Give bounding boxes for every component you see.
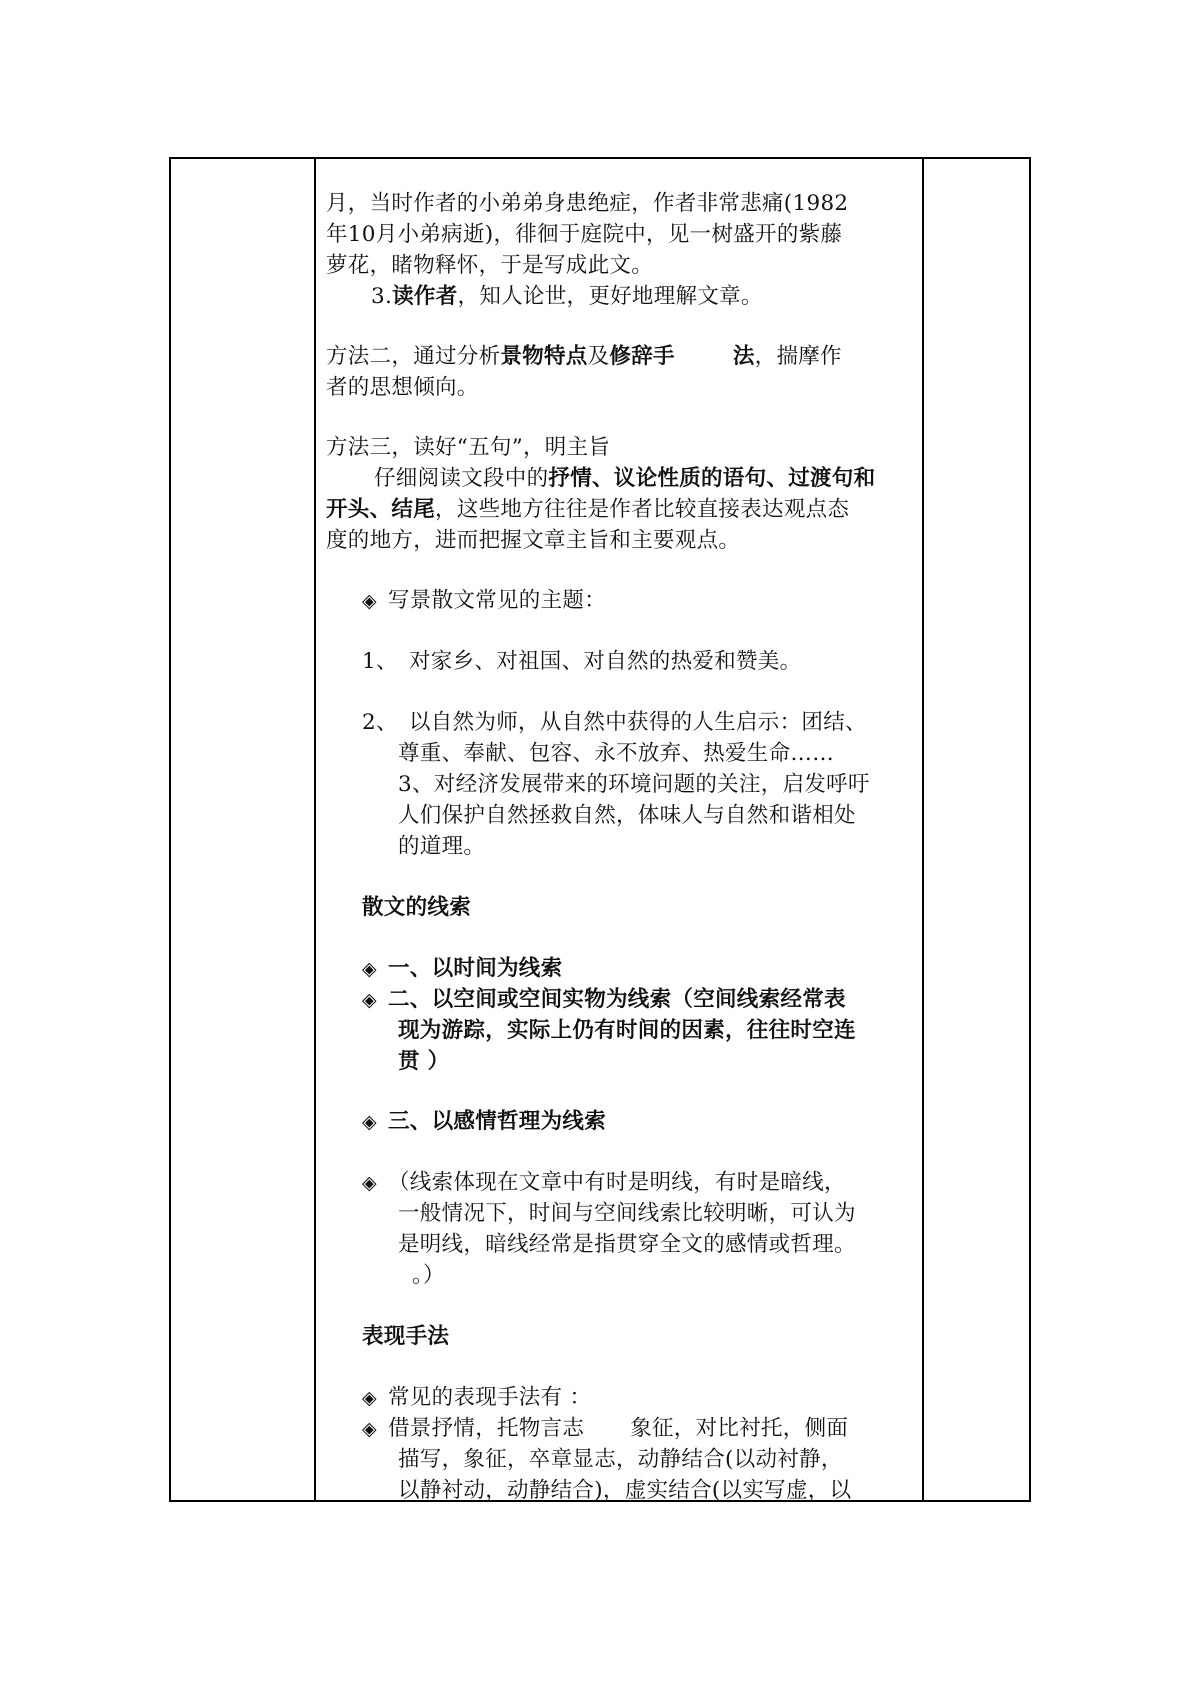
bold-term: 开头、结尾: [326, 497, 436, 522]
bullet-line: [362, 585, 606, 617]
text-line: 是明线，暗线经常是指贯穿全文的感情或哲理。: [398, 1232, 856, 1257]
text-span: 仔细阅读文段中的: [374, 466, 549, 491]
bullet-line: [362, 984, 846, 1016]
text-line: 人们保护自然拯救自然，体味人与自然和谐相处: [398, 803, 856, 828]
list-item: [362, 707, 867, 739]
text-span: 二、以空间或空间实物为线索（空间线索经常表: [388, 987, 846, 1012]
table-cell-right: [924, 159, 1029, 1500]
item-number: 2、: [362, 710, 398, 735]
bold-term: 读作者: [392, 284, 458, 309]
diamond-bullet-icon: ◈: [362, 1418, 377, 1440]
text-line: 。）: [412, 1263, 445, 1288]
text-span: ，揣摩作: [754, 344, 842, 369]
diamond-bullet-icon: ◈: [362, 1172, 377, 1194]
text-span: 写景散文常见的主题：: [388, 588, 607, 613]
text-line: [326, 494, 849, 526]
diamond-bullet-icon: ◈: [362, 1111, 377, 1133]
text-span: 象征，对比衬托，侧面: [630, 1416, 849, 1441]
text-line: [326, 341, 842, 373]
bullet-line: [362, 1167, 846, 1199]
text-line: 月，当时作者的小弟弟身患绝症，作者非常悲痛(1982: [326, 191, 849, 216]
text-line: 一般情况下，时间与空间线索比较明晰，可认为: [398, 1201, 856, 1226]
text-line: 方法三，读好“五句”，明主旨: [326, 435, 611, 460]
text-line: 尊重、奉献、包容、永不放弃、热爱生命……: [398, 741, 835, 766]
text-span: ，这些地方往往是作者比较直接表达观点态: [435, 497, 850, 522]
text-line: 以静衬动，动静结合)，虚实结合(以实写虚，以: [398, 1478, 852, 1503]
bold-term: 抒情、议论性质的语句、过渡句和: [548, 466, 876, 491]
text-span: 对家乡、对祖国、对自然的热爱和赞美。: [409, 649, 802, 674]
text-span: 三、以感情哲理为线索: [388, 1109, 607, 1134]
item-number: 1、: [362, 649, 398, 674]
text-span: 及: [587, 344, 610, 369]
bold-term: 修辞手: [609, 344, 675, 369]
text-line: 者的思想倾向。: [326, 375, 479, 400]
text-line: [374, 463, 875, 495]
text-line: 年10月小弟病逝)，徘徊于庭院中，见一树盛开的紫藤: [326, 222, 843, 247]
text-span: 一、以时间为线索: [388, 956, 563, 981]
diamond-bullet-icon: ◈: [362, 958, 377, 980]
list-item: [362, 646, 801, 678]
text-span: （线索体现在文章中有时是明线，有时是暗线，: [388, 1170, 846, 1195]
diamond-bullet-icon: ◈: [362, 590, 377, 612]
text-line: 3、对经济发展带来的环境问题的关注，启发呼吁: [398, 772, 870, 797]
text-span: 以自然为师，从自然中获得的人生启示：团结、: [409, 710, 867, 735]
text-line: 描写，象征，卒章显志，动静结合(以动衬静，: [398, 1447, 843, 1472]
text-line: 的道理。: [398, 834, 486, 859]
text-line: 萝花，睹物释怀，于是写成此文。: [326, 253, 654, 278]
text-line: [371, 281, 763, 313]
bullet-line: [362, 953, 562, 985]
text-line: 度的地方，进而把握文章主旨和主要观点。: [326, 528, 741, 553]
text-span: 方法二，通过分析: [326, 344, 501, 369]
diamond-bullet-icon: ◈: [362, 989, 377, 1011]
bullet-line: [362, 1382, 591, 1414]
text-line: 现为游踪，实际上仍有时间的因素，往往时空连: [398, 1018, 856, 1043]
bold-term: 法: [732, 344, 755, 369]
text-span: 常见的表现手法有 ：: [388, 1385, 592, 1410]
text-span: ，知人论世，更好地理解文章。: [457, 284, 763, 309]
item-number: 3.: [371, 284, 393, 309]
bullet-line: [362, 1413, 848, 1445]
section-heading: 表现手法: [362, 1324, 450, 1349]
text-line: 贯 ）: [398, 1049, 450, 1074]
bold-term: 景物特点: [500, 344, 588, 369]
section-heading: 散文的线索: [362, 895, 472, 920]
table-cell-left: [171, 159, 316, 1500]
text-span: 借景抒情，托物言志: [388, 1416, 585, 1441]
diamond-bullet-icon: ◈: [362, 1387, 377, 1409]
bullet-line: [362, 1106, 606, 1138]
